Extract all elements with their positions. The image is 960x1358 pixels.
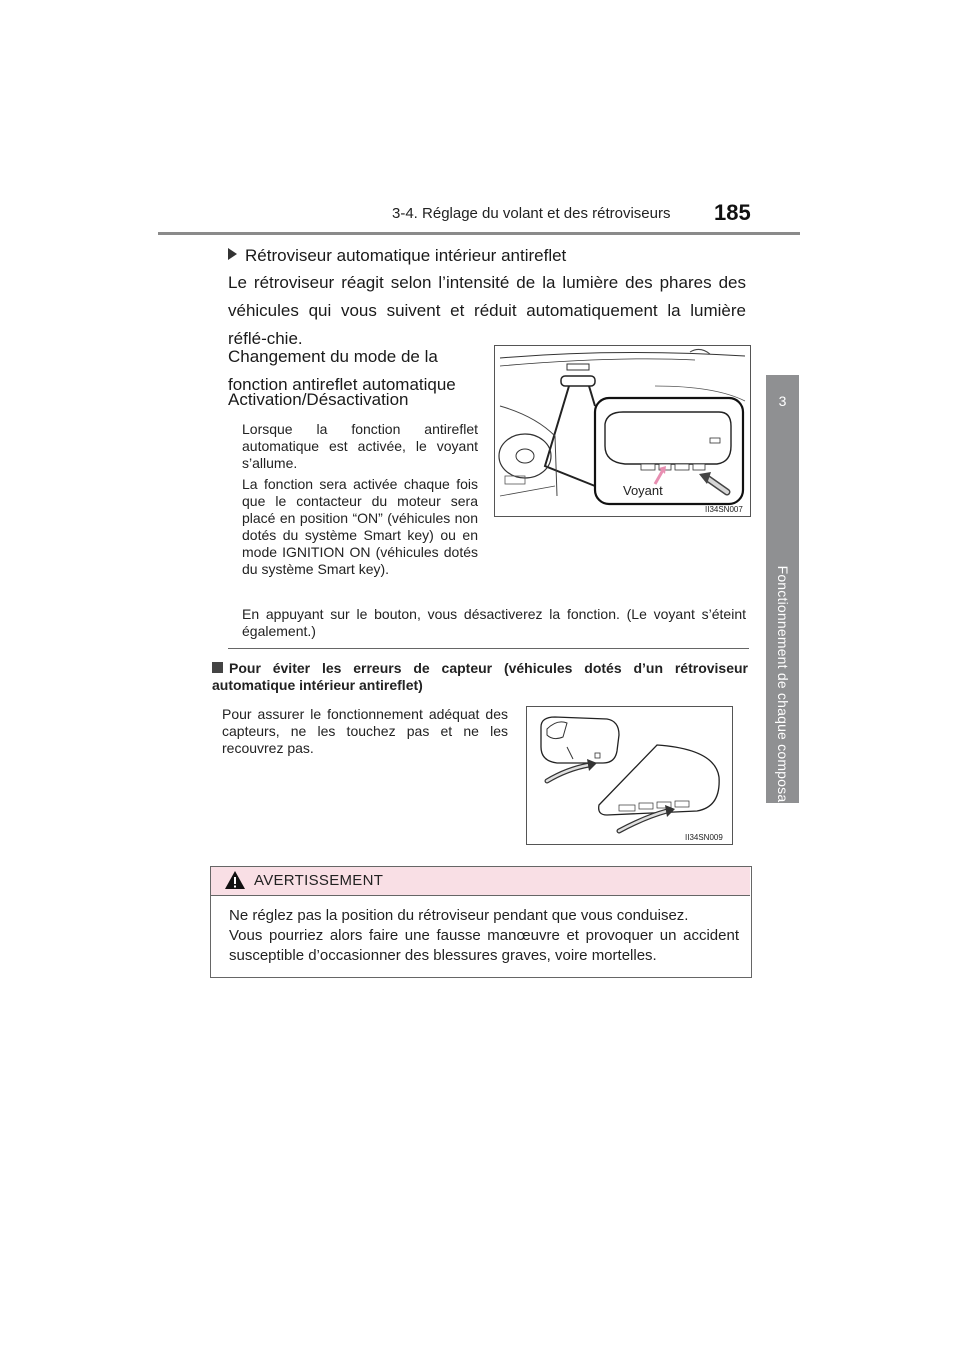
- square-bullet-icon: [212, 662, 223, 673]
- dashboard-drawing: [495, 346, 750, 516]
- mirror-dashboard-illustration: [494, 345, 751, 517]
- sensor-heading-text: Pour éviter les erreurs de capteur (véhicules dotés d’un rétroviseur automatique intérieur antireflet): [212, 660, 748, 693]
- chapter-title: Fonctionnement de chaque composant: [775, 565, 791, 815]
- mode-heading: Changement du mode de la fonction antireflet automatique: [228, 347, 456, 394]
- mirror-sensor-illustration: [526, 706, 733, 845]
- section-title: 3-4. Réglage du volant et des rétroviseurs: [392, 205, 671, 222]
- ignition-description: La fonction sera activée chaque fois que le contacteur du moteur sera placé en position “ON” (véhicules non dotés du système Smart key) ou en mode IGNITION ON (véhicules dotés du système Smart key).: [242, 476, 478, 577]
- bullet-triangle-icon: [228, 248, 237, 260]
- sensor-paragraph: Pour assurer le fonctionnement adéquat des capteurs, ne les touchez pas et ne les recouvrez pas.: [222, 706, 508, 756]
- voyant-label: Voyant: [623, 483, 663, 498]
- chapter-number: 3: [778, 393, 787, 409]
- warning-triangle-icon: [224, 870, 246, 890]
- warning-body: [229, 906, 739, 966]
- bullet-heading-text: Rétroviseur automatique intérieur antireflet: [245, 246, 567, 265]
- sensor-heading: [212, 660, 748, 694]
- deactivation-description: En appuyant sur le bouton, vous désactiverez la fonction. (Le voyant s’éteint également.): [242, 606, 746, 639]
- warning-line-2: Vous pourriez alors faire une fausse manœuvre et provoquer un accident susceptible d’occasionner des blessures graves, voire mortelles.: [229, 927, 739, 964]
- bullet-heading: [228, 242, 566, 270]
- activation-label: Activation/Désactivation: [228, 390, 409, 409]
- header-rule: [158, 232, 800, 235]
- section-divider: [228, 648, 749, 649]
- activation-description: Lorsque la fonction antireflet automatique est activée, le voyant s’allume.: [242, 421, 478, 471]
- sensor-drawing: [527, 707, 732, 844]
- intro-paragraph: Le rétroviseur réagit selon l’intensité de la lumière des phares des véhicules qui vous suivent et réduit automatiquement la lumière réflé-chie.: [228, 273, 746, 348]
- page-number: 185: [714, 200, 751, 225]
- warning-title: AVERTISSEMENT: [254, 872, 384, 889]
- figure-2-code: II34SN009: [685, 833, 723, 842]
- figure-1-code: II34SN007: [705, 505, 743, 514]
- warning-line-1: Ne réglez pas la position du rétroviseur pendant que vous conduisez.: [229, 907, 689, 924]
